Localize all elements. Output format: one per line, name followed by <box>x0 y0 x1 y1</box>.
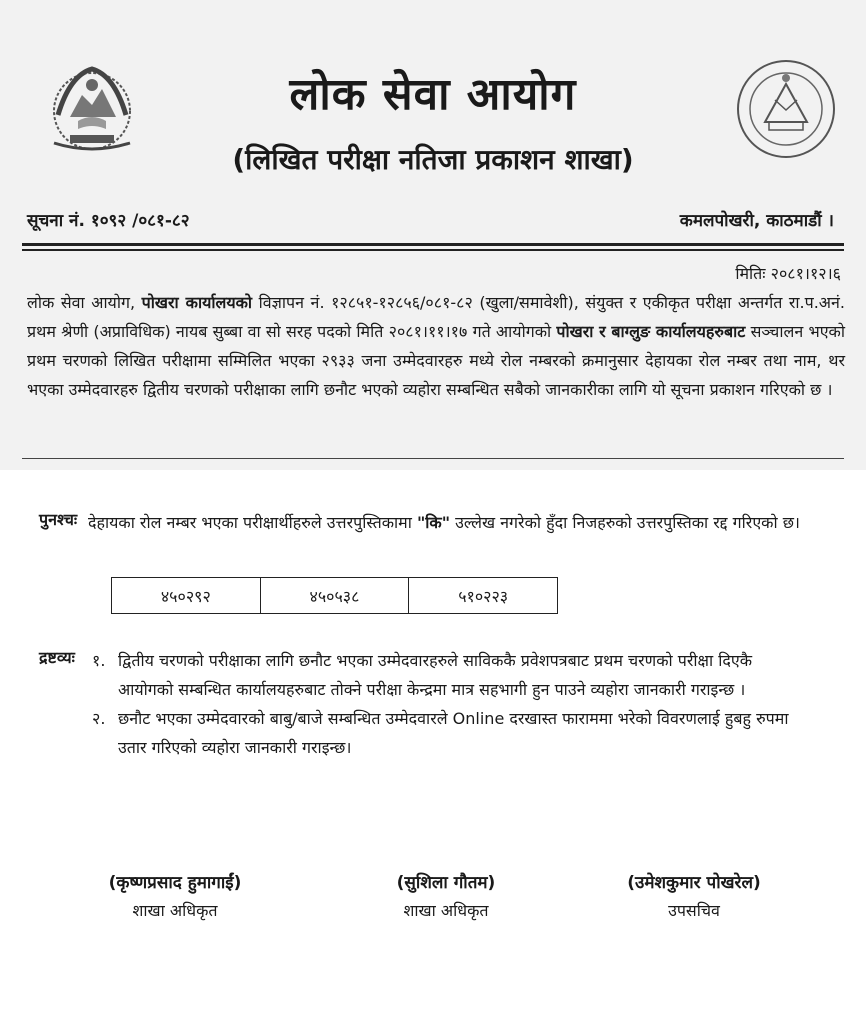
signatory-2 <box>356 870 536 921</box>
addendum-text-part: उल्लेख नगरेको हुँदा निजहरुको उत्तरपुस्तिका रद्द गरिएको छ। <box>450 513 800 532</box>
office-location: कमलपोखरी, काठमाडौं । <box>679 211 834 231</box>
signatory-name: (उमेशकुमार पोखरेल) <box>627 873 761 893</box>
signatory-title: शाखा अधिकृत <box>403 901 489 920</box>
addendum-text <box>88 508 808 538</box>
body-segment: लोक सेवा आयोग, <box>27 293 142 312</box>
divider-section <box>22 458 844 459</box>
list-item <box>92 646 807 704</box>
signatory-name: (कृष्णप्रसाद हुमागाईं) <box>108 873 242 893</box>
roll-number-cell: ४५०५३८ <box>260 578 409 614</box>
table-row <box>112 578 558 614</box>
body-segment: सञ्चालन भएको प्रथम चरणको लिखित परीक्षामा सम्मिलित भएका २९३३ जना उम्मेदवारहरु मध्ये रोल नम्बरको क्रमानुसार देहायका रोल नम्बर तथा नाम, थर भएका उम्मेदवारहरु द्वितीय चरणको परीक्षाका लागि छनौट भएको व्यहोरा सम्बन्धित सबैको जानकारीका लागि यो सूचना प्रकाशन गरिएको छ । <box>27 322 845 399</box>
addendum-text-part: देहायका रोल नम्बर भएका परीक्षार्थीहरुले उत्तरपुस्तिकामा <box>88 513 417 532</box>
roll-number-cell: ५१०२२३ <box>409 578 558 614</box>
list-item <box>92 704 807 762</box>
notice-body <box>27 288 845 404</box>
body-bold-offices: पोखरा र बाग्लुङ कार्यालयहरुबाट <box>556 322 746 341</box>
notes-label: द्रष्टव्यः <box>39 648 75 667</box>
section-gap <box>0 470 866 490</box>
body-bold-office: पोखरा कार्यालयको <box>141 293 253 312</box>
signatory-title: उपसचिव <box>668 901 720 920</box>
body-segment: विज्ञापन नं. १२८५१-१२८५६/०८१-८२ (खुला/समावेशी), संयुक्त र एकीकृत परीक्षा अन्तर्गत रा.प.अनं. प्रथम श्रेणी (अप्राविधिक) नायब सुब्बा वा सो सरह पदको मिति २०८१।११।१७ गते आयोगको <box>27 293 846 341</box>
divider-thin <box>22 249 844 251</box>
divider-thick <box>22 243 844 246</box>
addendum-label: पुनश्चः <box>39 510 78 529</box>
signatory-title: शाखा अधिकृत <box>132 901 218 920</box>
notice-date: मितिः २०८१।१२।६ <box>735 264 841 283</box>
page-title: लोक सेवा आयोग <box>289 69 577 120</box>
signatory-1 <box>85 870 265 921</box>
signatory-name: (सुशिला गौतम) <box>396 873 496 893</box>
note-text: छनौट भएका उम्मेदवारको बाबु/बाजे सम्बन्धित उम्मेदवारले Online दरखास्त फाराममा भरेको विवरणलाई हुबहु रुपमा उतार गरिएको व्यहोरा जानकारी गराइन्छ। <box>118 709 789 757</box>
page-subtitle: (लिखित परीक्षा नतिजा प्रकाशन शाखा) <box>232 143 634 176</box>
roll-number-cell: ४५०२९२ <box>112 578 261 614</box>
note-number: २. <box>92 709 106 728</box>
signatory-3 <box>604 870 784 921</box>
notes-list <box>92 646 807 762</box>
notice-number: सूचना नं. १०९२ /०८१-८२ <box>27 211 190 231</box>
cancelled-rolls-table <box>111 577 558 614</box>
note-text: द्वितीय चरणको परीक्षाका लागि छनौट भएका उम्मेदवारहरुले साविककै प्रवेशपत्रबाट प्रथम चरणको परीक्षा दिएकै आयोगको सम्बन्धित कार्यालयहरुबाट तोक्ने परीक्षा केन्द्रमा मात्र सहभागी हुन पाउने व्यहोरा जानकारी गराइन्छ । <box>118 651 753 699</box>
note-number: १. <box>92 651 106 670</box>
addendum-highlight: "कि" <box>416 513 451 532</box>
